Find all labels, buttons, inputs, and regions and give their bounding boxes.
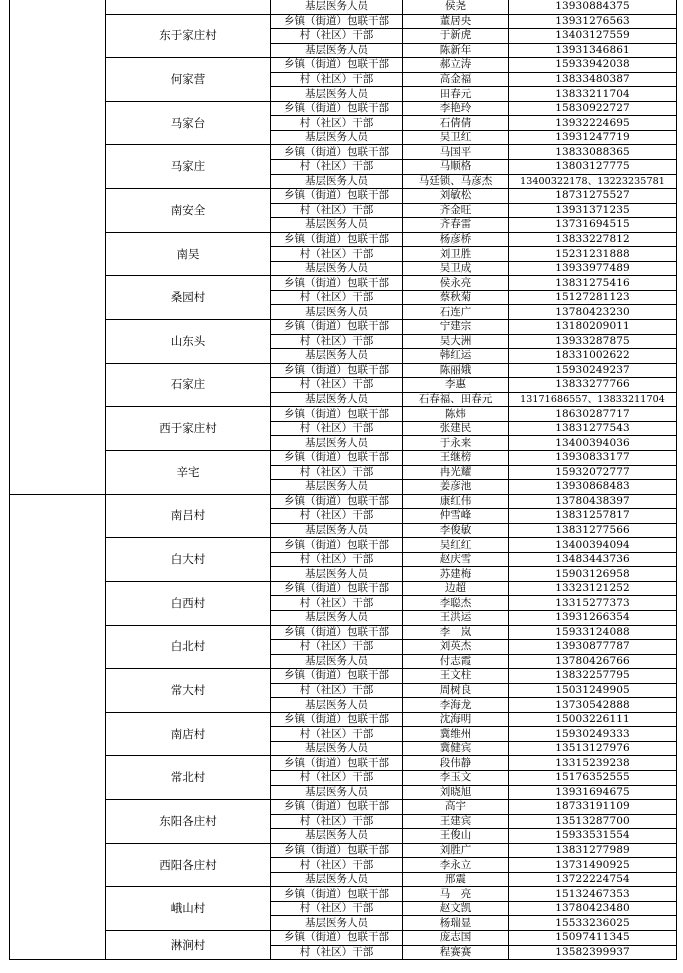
phone-cell: 13323121252 — [509, 581, 677, 596]
phone-cell: 13803127775 — [509, 160, 677, 175]
village-name: 峨山村 — [106, 887, 271, 931]
phone-cell: 13513287700 — [509, 814, 677, 829]
phone-cell: 13315239238 — [509, 756, 677, 771]
phone-cell: 13513127976 — [509, 741, 677, 756]
phone-cell: 15933124088 — [509, 625, 677, 640]
phone-cell: 13932224695 — [509, 116, 677, 131]
role-cell: 乡镇（街道）包联干部 — [271, 450, 403, 465]
role-cell: 基层医务人员 — [271, 523, 403, 538]
person-cell: 刘胜广 — [403, 843, 509, 858]
role-cell: 乡镇（街道）包联干部 — [271, 58, 403, 73]
village-name: 马家台 — [106, 101, 271, 145]
role-cell: 基层医务人员 — [271, 436, 403, 451]
table-row — [10, 407, 677, 422]
role-cell: 乡镇（街道）包联干部 — [271, 14, 403, 29]
person-cell: 周树良 — [403, 683, 509, 698]
phone-cell: 13171686557、13833211704 — [509, 392, 677, 407]
phone-cell: 13833480387 — [509, 72, 677, 87]
phone-cell: 15533236025 — [509, 916, 677, 931]
person-cell: 宁建宗 — [403, 320, 509, 335]
table-row — [10, 887, 677, 902]
role-cell: 乡镇（街道）包联干部 — [271, 931, 403, 946]
person-cell: 李永立 — [403, 858, 509, 873]
person-cell: 齐金旺 — [403, 203, 509, 218]
table-row — [10, 538, 677, 553]
table-row — [10, 843, 677, 858]
role-cell: 村（社区）干部 — [271, 640, 403, 655]
phone-cell: 13931371235 — [509, 203, 677, 218]
role-cell: 乡镇（街道）包联干部 — [271, 145, 403, 160]
village-name: 南吴 — [106, 232, 271, 276]
role-cell: 村（社区）干部 — [271, 683, 403, 698]
phone-cell: 13933287875 — [509, 334, 677, 349]
village-name: 白西村 — [106, 581, 271, 625]
role-cell: 乡镇（街道）包联干部 — [271, 189, 403, 204]
phone-cell: 13832257795 — [509, 669, 677, 684]
table-row — [10, 931, 677, 946]
role-cell: 基层医务人员 — [271, 741, 403, 756]
person-cell: 李 岚 — [403, 625, 509, 640]
phone-cell: 13400394094 — [509, 538, 677, 553]
person-cell: 杨彦桥 — [403, 232, 509, 247]
person-cell: 石连广 — [403, 305, 509, 320]
phone-cell: 13780423230 — [509, 305, 677, 320]
phone-cell: 13400322178、13223235781 — [509, 174, 677, 189]
role-cell: 基层医务人员 — [271, 916, 403, 931]
role-cell: 基层医务人员 — [271, 698, 403, 713]
phone-cell: 13831277543 — [509, 421, 677, 436]
person-cell: 董居央 — [403, 14, 509, 29]
person-cell: 赵庆雪 — [403, 552, 509, 567]
village-name: 山东头 — [106, 320, 271, 364]
person-cell: 田春元 — [403, 87, 509, 102]
person-cell: 王文柱 — [403, 669, 509, 684]
village-name: 常大村 — [106, 669, 271, 713]
phone-cell: 13931247719 — [509, 130, 677, 145]
phone-cell: 13831277989 — [509, 843, 677, 858]
role-cell: 村（社区）干部 — [271, 247, 403, 262]
person-cell: 陈炜 — [403, 407, 509, 422]
table-row — [10, 800, 677, 815]
phone-cell: 13483443736 — [509, 552, 677, 567]
person-cell: 侯尧 — [403, 0, 509, 14]
phone-cell: 15933531554 — [509, 829, 677, 844]
town-cell — [10, 0, 106, 494]
table-row — [10, 276, 677, 291]
phone-cell: 13780423480 — [509, 901, 677, 916]
phone-cell: 13833277766 — [509, 378, 677, 393]
table-row — [10, 320, 677, 335]
phone-cell: 13180209011 — [509, 320, 677, 335]
person-cell: 李俊敏 — [403, 523, 509, 538]
person-cell: 侯永亮 — [403, 276, 509, 291]
village-name: 白大村 — [106, 538, 271, 582]
person-cell: 王继榜 — [403, 450, 509, 465]
village-name: 东于家庄村 — [106, 14, 271, 58]
person-cell: 石倩倩 — [403, 116, 509, 131]
table-row — [10, 494, 677, 509]
role-cell: 乡镇（街道）包联干部 — [271, 320, 403, 335]
role-cell: 基层医务人员 — [271, 0, 403, 14]
person-cell: 李艳玲 — [403, 101, 509, 116]
person-cell: 齐春雷 — [403, 218, 509, 233]
role-cell: 村（社区）干部 — [271, 596, 403, 611]
phone-cell: 13582399937 — [509, 945, 677, 960]
village-name: 南安全 — [106, 189, 271, 233]
role-cell: 乡镇（街道）包联干部 — [271, 101, 403, 116]
person-cell: 陈丽娥 — [403, 363, 509, 378]
phone-cell: 13833227812 — [509, 232, 677, 247]
person-cell: 吴卫红 — [403, 130, 509, 145]
contact-table — [9, 0, 677, 960]
role-cell: 村（社区）干部 — [271, 29, 403, 44]
role-cell: 村（社区）干部 — [271, 421, 403, 436]
person-cell: 王建宾 — [403, 814, 509, 829]
role-cell: 基层医务人员 — [271, 829, 403, 844]
village-name: 西于家庄村 — [106, 407, 271, 451]
phone-cell: 13931276563 — [509, 14, 677, 29]
phone-cell: 13730542888 — [509, 698, 677, 713]
role-cell: 村（社区）干部 — [271, 945, 403, 960]
role-cell: 基层医务人员 — [271, 174, 403, 189]
person-cell: 刘卫胜 — [403, 247, 509, 262]
village-name: 南店村 — [106, 712, 271, 756]
table-body — [10, 0, 677, 960]
role-cell: 乡镇（街道）包联干部 — [271, 843, 403, 858]
phone-cell: 18331002622 — [509, 349, 677, 364]
role-cell: 村（社区）干部 — [271, 814, 403, 829]
phone-cell: 13930833177 — [509, 450, 677, 465]
role-cell: 村（社区）干部 — [271, 334, 403, 349]
phone-cell: 15930249333 — [509, 727, 677, 742]
person-cell: 刘英杰 — [403, 640, 509, 655]
village-name: 石家庄 — [106, 363, 271, 407]
person-cell: 仲雪峰 — [403, 509, 509, 524]
role-cell: 村（社区）干部 — [271, 203, 403, 218]
phone-cell: 13930877787 — [509, 640, 677, 655]
table-row — [10, 14, 677, 29]
phone-cell: 13931346861 — [509, 43, 677, 58]
role-cell: 村（社区）干部 — [271, 465, 403, 480]
role-cell: 乡镇（街道）包联干部 — [271, 232, 403, 247]
role-cell: 村（社区）干部 — [271, 858, 403, 873]
role-cell: 村（社区）干部 — [271, 160, 403, 175]
phone-cell: 15903126958 — [509, 567, 677, 582]
phone-cell: 13315277373 — [509, 596, 677, 611]
role-cell: 基层医务人员 — [271, 305, 403, 320]
village-name: 东阳各庄村 — [106, 800, 271, 844]
role-cell: 乡镇（街道）包联干部 — [271, 276, 403, 291]
role-cell: 乡镇（街道）包联干部 — [271, 756, 403, 771]
person-cell: 马顺格 — [403, 160, 509, 175]
person-cell: 马 亮 — [403, 887, 509, 902]
phone-cell: 15933942038 — [509, 58, 677, 73]
table-row — [10, 669, 677, 684]
person-cell: 李玉文 — [403, 770, 509, 785]
role-cell: 村（社区）干部 — [271, 72, 403, 87]
phone-cell: 13931694675 — [509, 785, 677, 800]
person-cell: 吴卫成 — [403, 261, 509, 276]
table-row — [10, 189, 677, 204]
role-cell: 乡镇（街道）包联干部 — [271, 669, 403, 684]
person-cell: 陈新年 — [403, 43, 509, 58]
person-cell: 马国平 — [403, 145, 509, 160]
role-cell: 基层医务人员 — [271, 218, 403, 233]
table-row — [10, 581, 677, 596]
table-row — [10, 363, 677, 378]
person-cell: 边超 — [403, 581, 509, 596]
person-cell: 石春福、田春元 — [403, 392, 509, 407]
person-cell: 付志霞 — [403, 654, 509, 669]
role-cell: 村（社区）干部 — [271, 290, 403, 305]
person-cell: 赵文凯 — [403, 901, 509, 916]
phone-cell: 15231231888 — [509, 247, 677, 262]
phone-cell: 13722224754 — [509, 872, 677, 887]
person-cell: 高宇 — [403, 800, 509, 815]
table-row — [10, 232, 677, 247]
role-cell: 乡镇（街道）包联干部 — [271, 538, 403, 553]
village-name: 常北村 — [106, 756, 271, 800]
person-cell: 蔡秋菊 — [403, 290, 509, 305]
person-cell: 王洪运 — [403, 610, 509, 625]
role-cell: 村（社区）干部 — [271, 378, 403, 393]
phone-cell: 18630287717 — [509, 407, 677, 422]
person-cell: 王俊山 — [403, 829, 509, 844]
role-cell: 基层医务人员 — [271, 261, 403, 276]
person-cell: 邢震 — [403, 872, 509, 887]
person-cell: 张建民 — [403, 421, 509, 436]
person-cell: 冉光耀 — [403, 465, 509, 480]
role-cell: 基层医务人员 — [271, 43, 403, 58]
person-cell: 于新虎 — [403, 29, 509, 44]
role-cell: 基层医务人员 — [271, 480, 403, 495]
village-name: 南吕村 — [106, 494, 271, 538]
phone-cell: 15132467353 — [509, 887, 677, 902]
table-row — [10, 756, 677, 771]
table-row — [10, 145, 677, 160]
phone-cell: 15830922727 — [509, 101, 677, 116]
village-name — [106, 0, 271, 14]
table-row — [10, 712, 677, 727]
role-cell: 乡镇（街道）包联干部 — [271, 407, 403, 422]
table-row — [10, 101, 677, 116]
phone-cell: 18731275527 — [509, 189, 677, 204]
role-cell: 乡镇（街道）包联干部 — [271, 887, 403, 902]
table-row — [10, 625, 677, 640]
person-cell: 冀维州 — [403, 727, 509, 742]
role-cell: 村（社区）干部 — [271, 509, 403, 524]
role-cell: 基层医务人员 — [271, 87, 403, 102]
role-cell: 乡镇（街道）包联干部 — [271, 581, 403, 596]
person-cell: 程赛赛 — [403, 945, 509, 960]
phone-cell: 13930868483 — [509, 480, 677, 495]
role-cell: 村（社区）干部 — [271, 116, 403, 131]
phone-cell: 13780426766 — [509, 654, 677, 669]
person-cell: 杨瑞显 — [403, 916, 509, 931]
phone-cell: 15097411345 — [509, 931, 677, 946]
phone-cell: 15127281123 — [509, 290, 677, 305]
village-name: 白北村 — [106, 625, 271, 669]
person-cell: 苏建梅 — [403, 567, 509, 582]
phone-cell: 13400394036 — [509, 436, 677, 451]
person-cell: 吴大洲 — [403, 334, 509, 349]
role-cell: 基层医务人员 — [271, 785, 403, 800]
person-cell: 韩红运 — [403, 349, 509, 364]
role-cell: 村（社区）干部 — [271, 770, 403, 785]
phone-cell: 13931266354 — [509, 610, 677, 625]
village-name: 辛宅 — [106, 450, 271, 494]
phone-cell: 15176352555 — [509, 770, 677, 785]
village-name: 何家营 — [106, 58, 271, 102]
person-cell: 沈海明 — [403, 712, 509, 727]
person-cell: 姜彦池 — [403, 480, 509, 495]
phone-cell: 15932072777 — [509, 465, 677, 480]
role-cell: 乡镇（街道）包联干部 — [271, 800, 403, 815]
person-cell: 李惠 — [403, 378, 509, 393]
person-cell: 吴红红 — [403, 538, 509, 553]
phone-cell: 13831275416 — [509, 276, 677, 291]
person-cell: 高金福 — [403, 72, 509, 87]
village-name: 桑园村 — [106, 276, 271, 320]
role-cell: 村（社区）干部 — [271, 901, 403, 916]
person-cell: 李聪杰 — [403, 596, 509, 611]
person-cell: 李海龙 — [403, 698, 509, 713]
person-cell: 庞志国 — [403, 931, 509, 946]
role-cell: 乡镇（街道）包联干部 — [271, 625, 403, 640]
phone-cell: 13731694515 — [509, 218, 677, 233]
person-cell: 冀健宾 — [403, 741, 509, 756]
phone-cell: 15930249237 — [509, 363, 677, 378]
person-cell: 郝立涛 — [403, 58, 509, 73]
role-cell: 乡镇（街道）包联干部 — [271, 494, 403, 509]
role-cell: 基层医务人员 — [271, 872, 403, 887]
town-cell — [10, 494, 106, 960]
phone-cell: 13930884375 — [509, 0, 677, 14]
village-name: 淋涧村 — [106, 931, 271, 960]
phone-cell: 13831257817 — [509, 509, 677, 524]
role-cell: 村（社区）干部 — [271, 552, 403, 567]
village-name: 西阳各庄村 — [106, 843, 271, 887]
table-row — [10, 58, 677, 73]
person-cell: 刘敏松 — [403, 189, 509, 204]
role-cell: 基层医务人员 — [271, 130, 403, 145]
role-cell: 村（社区）干部 — [271, 727, 403, 742]
table-row — [10, 0, 677, 14]
role-cell: 基层医务人员 — [271, 349, 403, 364]
phone-cell: 15031249905 — [509, 683, 677, 698]
phone-cell: 13833211704 — [509, 87, 677, 102]
person-cell: 于永来 — [403, 436, 509, 451]
phone-cell: 13403127559 — [509, 29, 677, 44]
role-cell: 基层医务人员 — [271, 392, 403, 407]
village-name: 马家庄 — [106, 145, 271, 189]
role-cell: 基层医务人员 — [271, 654, 403, 669]
phone-cell: 18733191109 — [509, 800, 677, 815]
table-row — [10, 450, 677, 465]
phone-cell: 13833088365 — [509, 145, 677, 160]
person-cell: 马廷锁、马彦杰 — [403, 174, 509, 189]
person-cell: 段伟静 — [403, 756, 509, 771]
person-cell: 康红伟 — [403, 494, 509, 509]
role-cell: 基层医务人员 — [271, 610, 403, 625]
phone-cell: 13831277566 — [509, 523, 677, 538]
phone-cell: 13731490925 — [509, 858, 677, 873]
phone-cell: 13780438397 — [509, 494, 677, 509]
role-cell: 基层医务人员 — [271, 567, 403, 582]
phone-cell: 15003226111 — [509, 712, 677, 727]
person-cell: 刘晓旭 — [403, 785, 509, 800]
role-cell: 乡镇（街道）包联干部 — [271, 712, 403, 727]
role-cell: 乡镇（街道）包联干部 — [271, 363, 403, 378]
phone-cell: 13933977489 — [509, 261, 677, 276]
